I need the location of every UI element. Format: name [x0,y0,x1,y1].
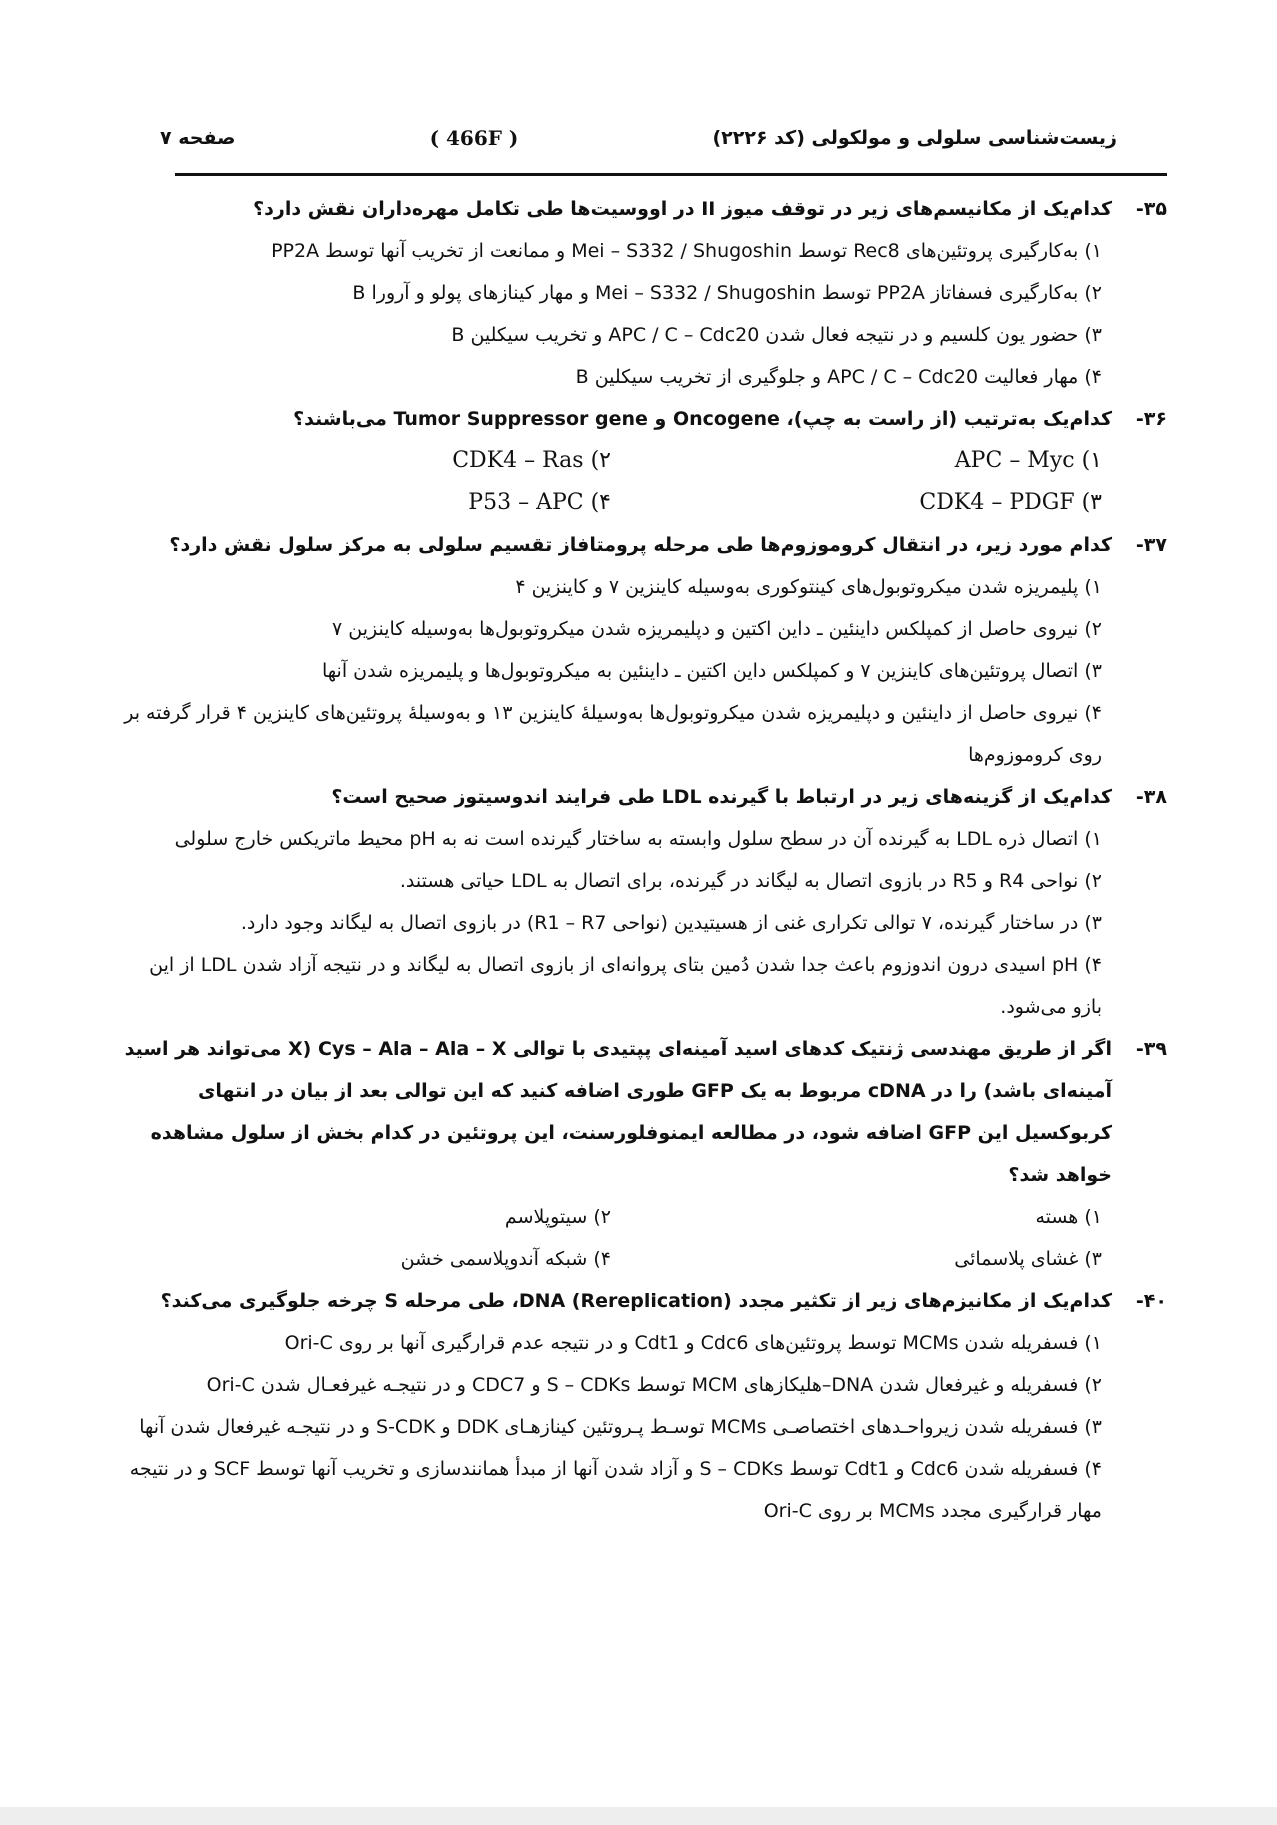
question-text: کدام‌یک از مکانیسم‌های زیر در توقف میوز II در اووسیت‌ها طی تکامل مهره‌داران نقش دارد؟ [253,198,1112,220]
option-4[interactable]: ۴) P53 – APC [468,490,611,515]
question-number: ۳۷- [1135,534,1167,556]
question-35 [120,188,1167,398]
page-header [160,118,1117,158]
option-2[interactable]: ۲) به‌کارگیری فسفاتاز PP2A توسط Mei – S332 / Shugoshin و مهار کینازهای پولو و آرورا B [352,282,1102,304]
option-4[interactable]: ۴) شبکه آندوپلاسمی خشن [400,1248,611,1270]
page-bottom-band [0,1807,1277,1825]
option-1[interactable]: ۱) به‌کارگیری پروتئین‌های Rec8 توسط Mei – S332 / Shugoshin و ممانعت از تخریب آنها توسط PP2A [271,240,1102,262]
question-number: ۳۹- [1135,1038,1167,1060]
question-text: کدام مورد زیر، در انتقال کروموزوم‌ها طی مرحله پرومتافاز تقسیم سلولی به مرکز سلول نقش دارد؟ [169,534,1112,556]
question-number: ۳۸- [1135,786,1167,808]
option-4[interactable]: ۴) فسفریله شدن Cdc6 و Cdt1 توسط S – CDKs و آزاد شدن آنها از مبدأ همانندسازی و تخریب آنها توسط SCF و در نتیجه مهار قرارگیری مجدد MCMs بر روی Ori-C [129,1458,1102,1522]
question-number: ۳۶- [1135,408,1167,430]
option-4[interactable]: ۴) pH اسیدی درون اندوزوم باعث جدا شدن دُمین بتای پروانه‌ای از بازوی اتصال به لیگاند و در نتیجه آزاد شدن LDL از این بازو می‌شود. [149,954,1102,1018]
question-text: کدام‌یک از مکانیزم‌های زیر از تکثیر مجدد DNA (Rereplication)، طی مرحله S چرخه جلوگیری می‌کند؟ [160,1290,1112,1312]
question-text: کدام‌یک به‌ترتیب (از راست به چپ)، Oncogene و Tumor Suppressor gene می‌باشند؟ [293,408,1112,430]
option-4[interactable]: ۴) نیروی حاصل از داینئین و دپلیمریزه شدن میکروتوبول‌ها به‌وسیلهٔ کاینزین ۱۳ و به‌وسیلهٔ پروتئین‌های کاینزین ۴ قرار گرفته بر روی کروموزوم‌ها [124,702,1102,766]
option-4[interactable]: ۴) مهار فعالیت APC / C – Cdc20 و جلوگیری از تخریب سیکلین B [575,366,1102,388]
option-3[interactable]: ۳) فسفریله شدن زیرواحـدهای اختصاصـی MCMs توسـط پـروتئین کینازهـای DDK و S-CDK و در نتیجـه غیرفعال شدن آنها [139,1416,1102,1438]
option-1[interactable]: ۱) APC – Myc [954,448,1102,473]
questions-list [120,188,1167,1532]
question-text: کدام‌یک از گزینه‌های زیر در ارتباط با گیرنده LDL طی فرایند اندوسیتوز صحیح است؟ [331,786,1112,808]
option-2[interactable]: ۲) CDK4 – Ras [452,448,611,473]
booklet-code: ( 466F ) [429,126,519,150]
question-number: ۴۰- [1135,1290,1167,1312]
option-1[interactable]: ۱) فسفریله شدن MCMs توسط پروتئین‌های Cdc6 و Cdt1 و در نتیجه عدم قرارگیری آنها بر روی Ori-C [284,1332,1102,1354]
question-37 [120,524,1167,776]
exam-title: زیست‌شناسی سلولی و مولکولی (کد ۲۲۲۶) [712,127,1117,149]
option-2[interactable]: ۲) نواحی R4 و R5 در بازوی اتصال به لیگاند در گیرنده، برای اتصال به LDL حیاتی هستند. [399,870,1102,892]
option-3[interactable]: ۳) غشای پلاسمائی [954,1248,1102,1270]
option-2[interactable]: ۲) سیتوپلاسم [504,1206,611,1228]
question-39 [120,1028,1167,1280]
header-divider [175,173,1167,176]
option-2[interactable]: ۲) فسفریله و غیرفعال شدن DNA–هلیکازهای MCM توسط S – CDKs و CDC7 و در نتیجـه غیرفعـال شدن Ori-C [206,1374,1102,1396]
question-number: ۳۵- [1135,198,1167,220]
question-text: اگر از طریق مهندسی ژنتیک کدهای اسید آمینه‌ای پپتیدی با توالی Cys – Ala – Ala – X (X می‌تواند هر اسید آمینه‌ای باشد) را در cDNA مربوط به یک GFP طوری اضافه کنید که این توالی بعد از بیان در انتهای کربوکسیل این GFP اضافه شود، در مطالعه ایمنوفلورسنت، این پروتئین در کدام بخش از سلول مشاهده خواهد شد؟ [124,1038,1112,1186]
option-3[interactable]: ۳) حضور یون کلسیم و در نتیجه فعال شدن APC / C – Cdc20 و تخریب سیکلین B [451,324,1102,346]
option-3[interactable]: ۳) اتصال پروتئین‌های کاینزین ۷ و کمپلکس داین اکتین ـ داینئین به میکروتوبول‌ها و پلیمریزه شدن آنها [321,660,1102,682]
option-3[interactable]: ۳) در ساختار گیرنده، ۷ توالی تکراری غنی از هسیتیدین (نواحی R1 – R7) در بازوی اتصال به لیگاند وجود دارد. [240,912,1102,934]
option-1[interactable]: ۱) اتصال ذره LDL به گیرنده آن در سطح سلول وابسته به ساختار گیرنده است نه به pH محیط ماتریکس خارج سلولی [174,828,1102,850]
question-36 [120,398,1167,524]
option-3[interactable]: ۳) CDK4 – PDGF [919,490,1102,515]
page-number: صفحه ۷ [160,127,236,149]
question-38 [120,776,1167,1028]
option-2[interactable]: ۲) نیروی حاصل از کمپلکس داینئین ـ داین اکتین و دپلیمریزه شدن میکروتوبول‌ها به‌وسیله کاینزین ۷ [331,618,1102,640]
question-40 [120,1280,1167,1532]
option-1[interactable]: ۱) پلیمریزه شدن میکروتوبول‌های کینتوکوری به‌وسیله کاینزین ۷ و کاینزین ۴ [515,576,1102,598]
option-1[interactable]: ۱) هسته [1035,1206,1102,1228]
